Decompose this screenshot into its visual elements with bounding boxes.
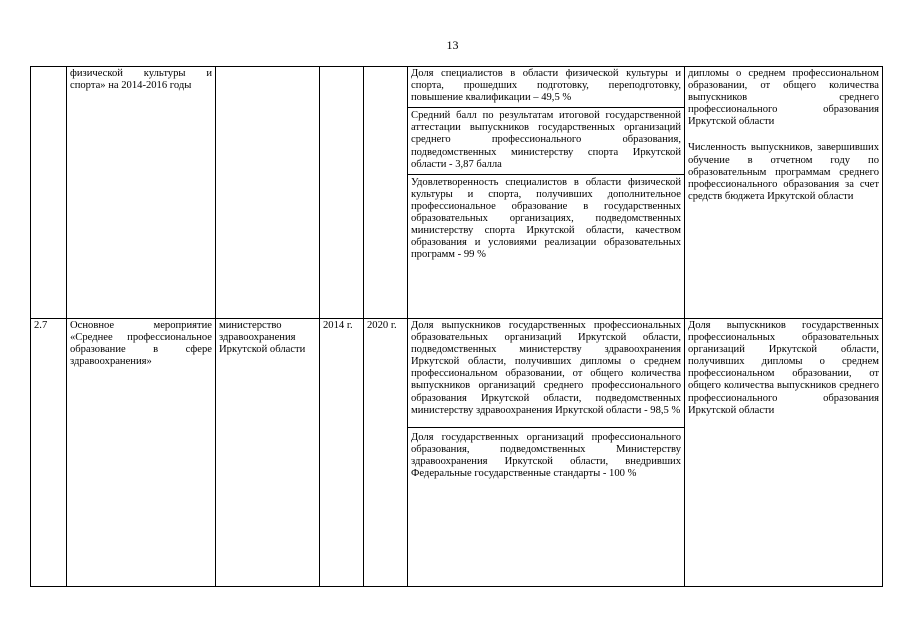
target-indicators [408,319,685,587]
indicator-text: Доля выпускников государственных профессиональных образовательных организаций Иркутской области, подведомственных министерству здравоохранения Иркутской области, получивших дипломы о среднем профессиональном образовании, от общего количества выпускников организаций среднего профессионального образования Иркутской области, подведомственных министерству здравоохранения Иркутской области - 98,5 % [411,320,681,416]
page-number: 13 [446,38,459,52]
executor: министерство здравоохранения Иркутской области [216,319,320,587]
event-name: физической культуры и спорта» на 2014-2016 годы [67,67,216,319]
row-number [31,67,67,319]
table-row [31,319,883,587]
event-name: Основное мероприятие «Среднее профессиональное образование в сфере здравоохранения» [67,319,216,587]
row-number: 2.7 [31,319,67,587]
indicator-metrics [685,67,883,319]
indicator-metrics [685,319,883,587]
end-year [364,67,408,319]
metric-text: дипломы о среднем профессиональном образовании, от общего количества выпускников среднего профессионального образования Иркутской области [688,68,879,128]
executor [216,67,320,319]
spacer [688,128,879,142]
metric-text: Доля выпускников государственных профессиональных образовательных организаций Иркутской области, получивших дипломы о среднем профессиональном образовании, от общего количества выпускников среднего профессионального образования Иркутской области [688,320,879,416]
start-year: 2014 г. [320,319,364,587]
table-row [31,67,883,319]
indicator-text: Удовлетворенность специалистов в области физической культуры и спорта, получивших дополнительное профессиональное образование в государственных образовательных организациях, подведомственных министерству спорта Иркутской области, качеством образования и условиями реализации образовательных программ - 99 % [408,174,684,264]
start-year [320,67,364,319]
metric-text: Численность выпускников, завершивших обучение в отчетном году по образовательным программам среднего профессионального образования за счет средств бюджета Иркутской области [688,142,879,202]
indicator-text: Доля государственных организаций профессионального образования, подведомственных Министерству здравоохранения Иркутской области, внедривших Федеральные государственные стандарты - 100 % [408,427,684,480]
indicator-text: Средний балл по результатам итоговой государственной аттестации выпускников государственных организаций среднего профессионального образования, подведомственных министерству спорта Иркутской области - 3,87 балла [408,107,684,173]
target-indicators [408,67,685,319]
indicator-text: Доля специалистов в области физической культуры и спорта, прошедших подготовку, переподготовку, повышение квалификации – 49,5 % [411,68,681,104]
end-year: 2020 г. [364,319,408,587]
program-table [30,66,883,587]
